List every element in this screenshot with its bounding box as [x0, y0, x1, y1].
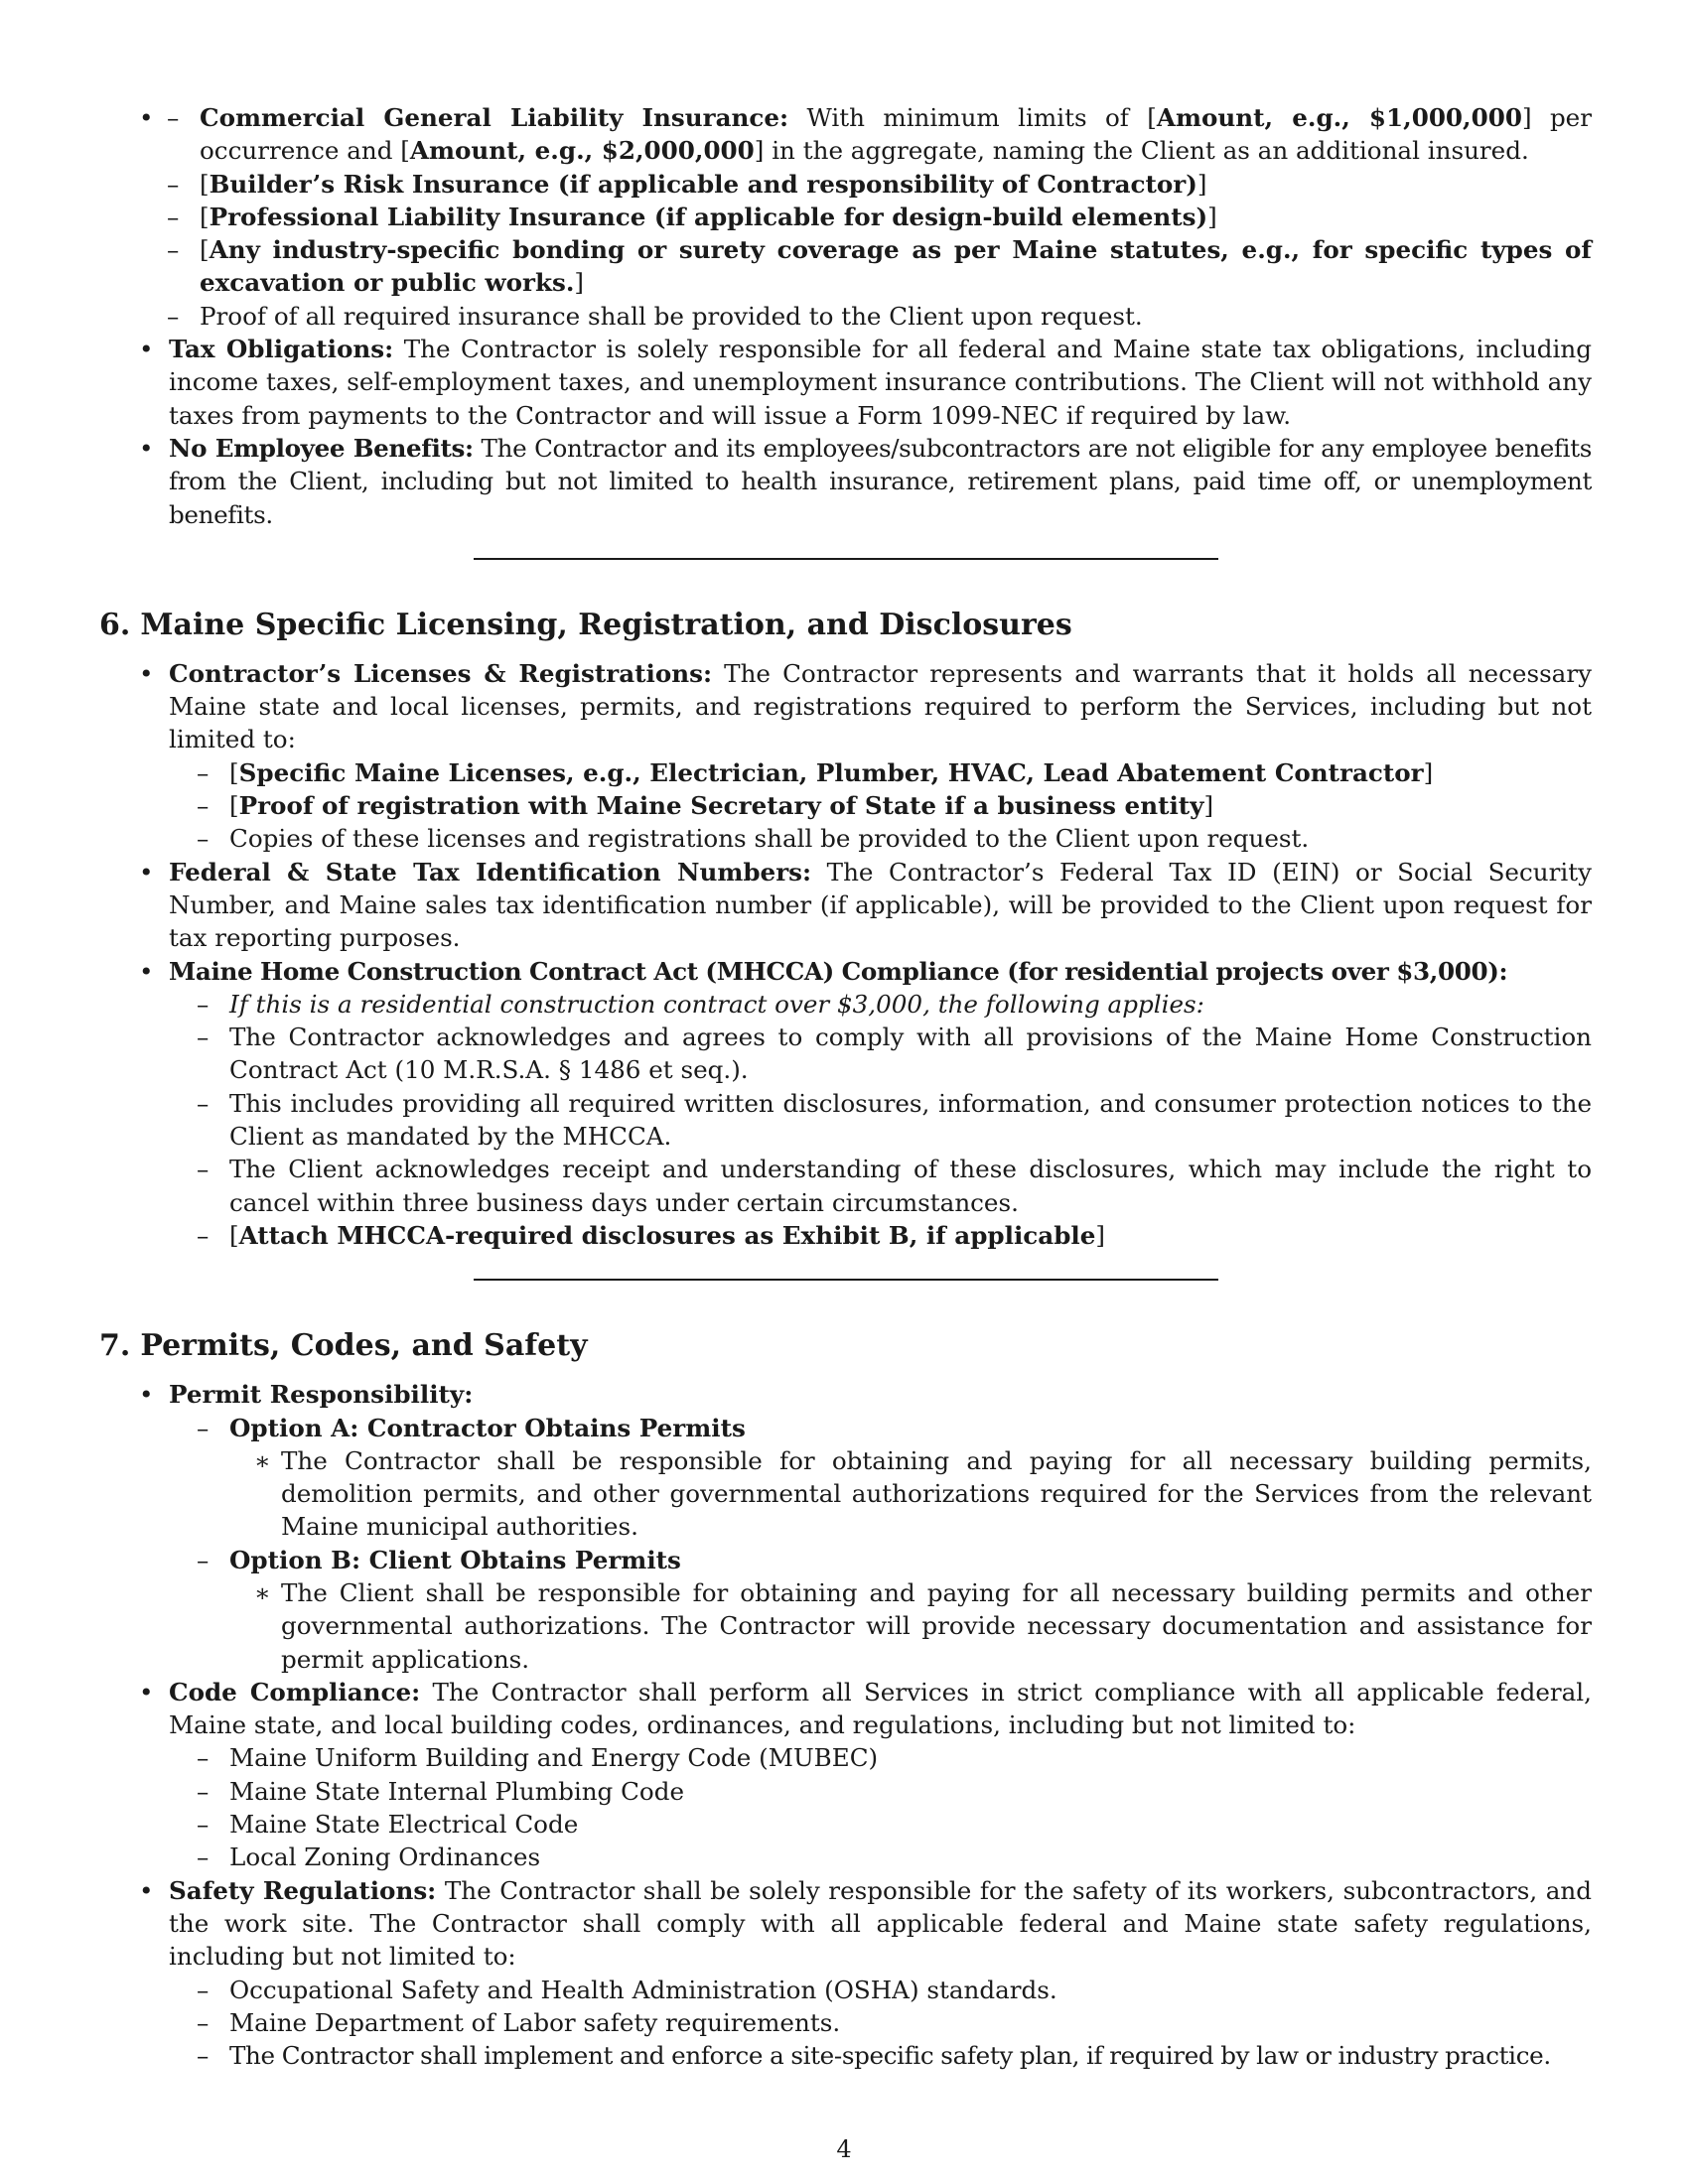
section-divider	[474, 1279, 1218, 1281]
page-content	[99, 101, 1592, 2072]
insurance-cgl: – • Commercial General Liability Insurance: With minimum limits of [Amount, e.g., $1,000,000] per occurrence and [Amount, e.g., $2,000,000] in the aggregate, naming the Client as an additional insured.	[200, 101, 1592, 168]
section5-continued-list	[169, 101, 1592, 531]
option-a-text: ∗ The Contractor shall be responsible for obtaining and paying for all necessary building permits, demolition permits, and other governmental authorizations required for the Services from the relevant Maine municipal authorities.	[281, 1444, 1592, 1544]
insurance-sublist	[200, 101, 1592, 333]
code-item: – Local Zoning Ordinances	[229, 1841, 1592, 1873]
licenses-specific: – [Specific Maine Licenses, e.g., Electrician, Plumber, HVAC, Lead Abatement Contractor]	[229, 756, 1592, 789]
insurance-professional: – [Professional Liability Insurance (if applicable for design-build elements)]	[200, 201, 1592, 233]
permit-options	[229, 1412, 1592, 1676]
tax-identification: • Federal & State Tax Identification Numbers: The Contractor’s Federal Tax ID (EIN) or Social Security Number, and Maine sales tax identification number (if applicable), will be provided to the Client upon request for tax reporting purposes.	[169, 856, 1592, 955]
mhcca-item: – This includes providing all required written disclosures, information, and consumer protection notices to the Client as mandated by the MHCCA.	[229, 1087, 1592, 1154]
permit-option-a: – Option A: Contractor Obtains Permits ∗ The Contractor shall be responsible for obtaining and paying for all necessary building permits, demolition permits, and other governmental authorizations required for the Services from the relevant Maine municipal authorities.	[229, 1412, 1592, 1544]
code-compliance: • Code Compliance: The Contractor shall perform all Services in strict compliance with all applicable federal, Maine state, and local building codes, ordinances, and regulations, including but not limited to: – Maine Uniform Building and Energy Code (MUBEC) – Maine State Internal Plumbing Code – Maine State Electrical Code – Local Zoning Ordinances	[169, 1676, 1592, 1874]
option-a-detail	[281, 1444, 1592, 1544]
mhcca-applies: – If this is a residential construction contract over $3,000, the following applies:	[229, 988, 1592, 1021]
safety-regulations: • Safety Regulations: The Contractor shall be solely responsible for the safety of its workers, subcontractors, and the work site. The Contractor shall comply with all applicable federal and Maine state safety regulations, including but not limited to: – Occupational Safety and Health Administration (OSHA) standards. – Maine Department of Labor safety requirements. – The Contractor shall implement and enforce a site-specific safety plan, if required by law or industry practice.	[169, 1874, 1592, 2073]
section7-heading: 7. Permits, Codes, and Safety	[99, 1328, 588, 1364]
code-list	[229, 1741, 1592, 1873]
tax-obligations: • Tax Obligations: The Contractor is solely responsible for all federal and Maine state tax obligations, including income taxes, self-employment taxes, and unemployment insurance contributions. The Client will not withhold any taxes from payments to the Contractor and will issue a Form 1099-NEC if required by law.	[169, 333, 1592, 432]
code-item: – Maine Uniform Building and Energy Code (MUBEC)	[229, 1741, 1592, 1774]
option-b-text: ∗ The Client shall be responsible for obtaining and paying for all necessary building permits and other governmental authorizations. The Contractor will provide necessary documentation and assistance for permit applications.	[281, 1576, 1592, 1676]
mhcca-attach: – [Attach MHCCA-required disclosures as Exhibit B, if applicable]	[229, 1219, 1592, 1252]
safety-list	[229, 1974, 1592, 2073]
insurance-proof: – Proof of all required insurance shall be provided to the Client upon request.	[200, 300, 1592, 333]
licenses-registration: – [Proof of registration with Maine Secretary of State if a business entity]	[229, 789, 1592, 822]
safety-item: – The Contractor shall implement and enforce a site-specific safety plan, if required by law or industry practice.	[229, 2039, 1592, 2072]
mhcca-item: – The Client acknowledges receipt and understanding of these disclosures, which may include the right to cancel within three business days under certain circumstances.	[229, 1153, 1592, 1219]
safety-item: – Occupational Safety and Health Administration (OSHA) standards.	[229, 1974, 1592, 2006]
mhcca-compliance: • Maine Home Construction Contract Act (MHCCA) Compliance (for residential projects over $3,000): – If this is a residential construction contract over $3,000, the following applies: – The Contractor acknowledges and agrees to comply with all provisions of the Maine Home Construction Contract Act (10 M.R.S.A. § 1486 et seq.). – This includes providing all required written disclosures, information, and consumer protection notices to the Client as mandated by the MHCCA. – The Client acknowledges receipt and understanding of these disclosures, which may include the right to cancel within three business days under certain circumstances. – [Attach MHCCA-required disclosures as Exhibit B, if applicable]	[169, 955, 1592, 1253]
contractor-licenses: • Contractor’s Licenses & Registrations: The Contractor represents and warrants that it holds all necessary Maine state and local licenses, permits, and registrations required to perform the Services, including but not limited to: – [Specific Maine Licenses, e.g., Electrician, Plumber, HVAC, Lead Abatement Contractor] – [Proof of registration with Maine Secretary of State if a business entity] – Copies of these licenses and registrations shall be provided to the Client upon request.	[169, 657, 1592, 856]
licenses-copies: – Copies of these licenses and registrations shall be provided to the Client upon request.	[229, 822, 1592, 855]
page-number: 4	[836, 2135, 852, 2163]
section6-list	[169, 657, 1592, 1252]
mhcca-item: – The Contractor acknowledges and agrees to comply with all provisions of the Maine Home Construction Contract Act (10 M.R.S.A. § 1486 et seq.).	[229, 1021, 1592, 1087]
no-employee-benefits: • No Employee Benefits: The Contractor and its employees/subcontractors are not eligible for any employee benefits from the Client, including but not limited to health insurance, retirement plans, paid time off, or unemployment benefits.	[169, 432, 1592, 531]
code-item: – Maine State Electrical Code	[229, 1808, 1592, 1841]
permit-option-b: – Option B: Client Obtains Permits ∗ The Client shall be responsible for obtaining and paying for all necessary building permits and other governmental authorizations. The Contractor will provide necessary documentation and assistance for permit applications.	[229, 1544, 1592, 1676]
section-divider	[474, 558, 1218, 560]
licenses-sublist	[229, 756, 1592, 856]
insurance-builders-risk: – [Builder’s Risk Insurance (if applicable and responsibility of Contractor)]	[200, 168, 1592, 201]
permit-responsibility: • Permit Responsibility: – Option A: Contractor Obtains Permits ∗ The Contractor shall be responsible for obtaining and paying for all necessary building permits, demolition permits, and other governmental authorizations required for the Services from the relevant Maine municipal authorities. – Option B: Client Obtains Permits ∗ The Client shall be responsible for obtaining and paying for all necessary building permits and other governmental authorizations. The Contractor will provide necessary documentation and assistance for permit applications.	[169, 1378, 1592, 1676]
mhcca-sublist	[229, 988, 1592, 1252]
code-item: – Maine State Internal Plumbing Code	[229, 1775, 1592, 1808]
safety-item: – Maine Department of Labor safety requirements.	[229, 2006, 1592, 2039]
section7-list	[169, 1378, 1592, 2072]
insurance-bonding: – [Any industry-specific bonding or surety coverage as per Maine statutes, e.g., for specific types of excavation or public works.]	[200, 233, 1592, 300]
section6-heading: 6. Maine Specific Licensing, Registration, and Disclosures	[99, 607, 1072, 642]
option-b-detail	[281, 1576, 1592, 1676]
insurance-item	[169, 101, 1592, 333]
